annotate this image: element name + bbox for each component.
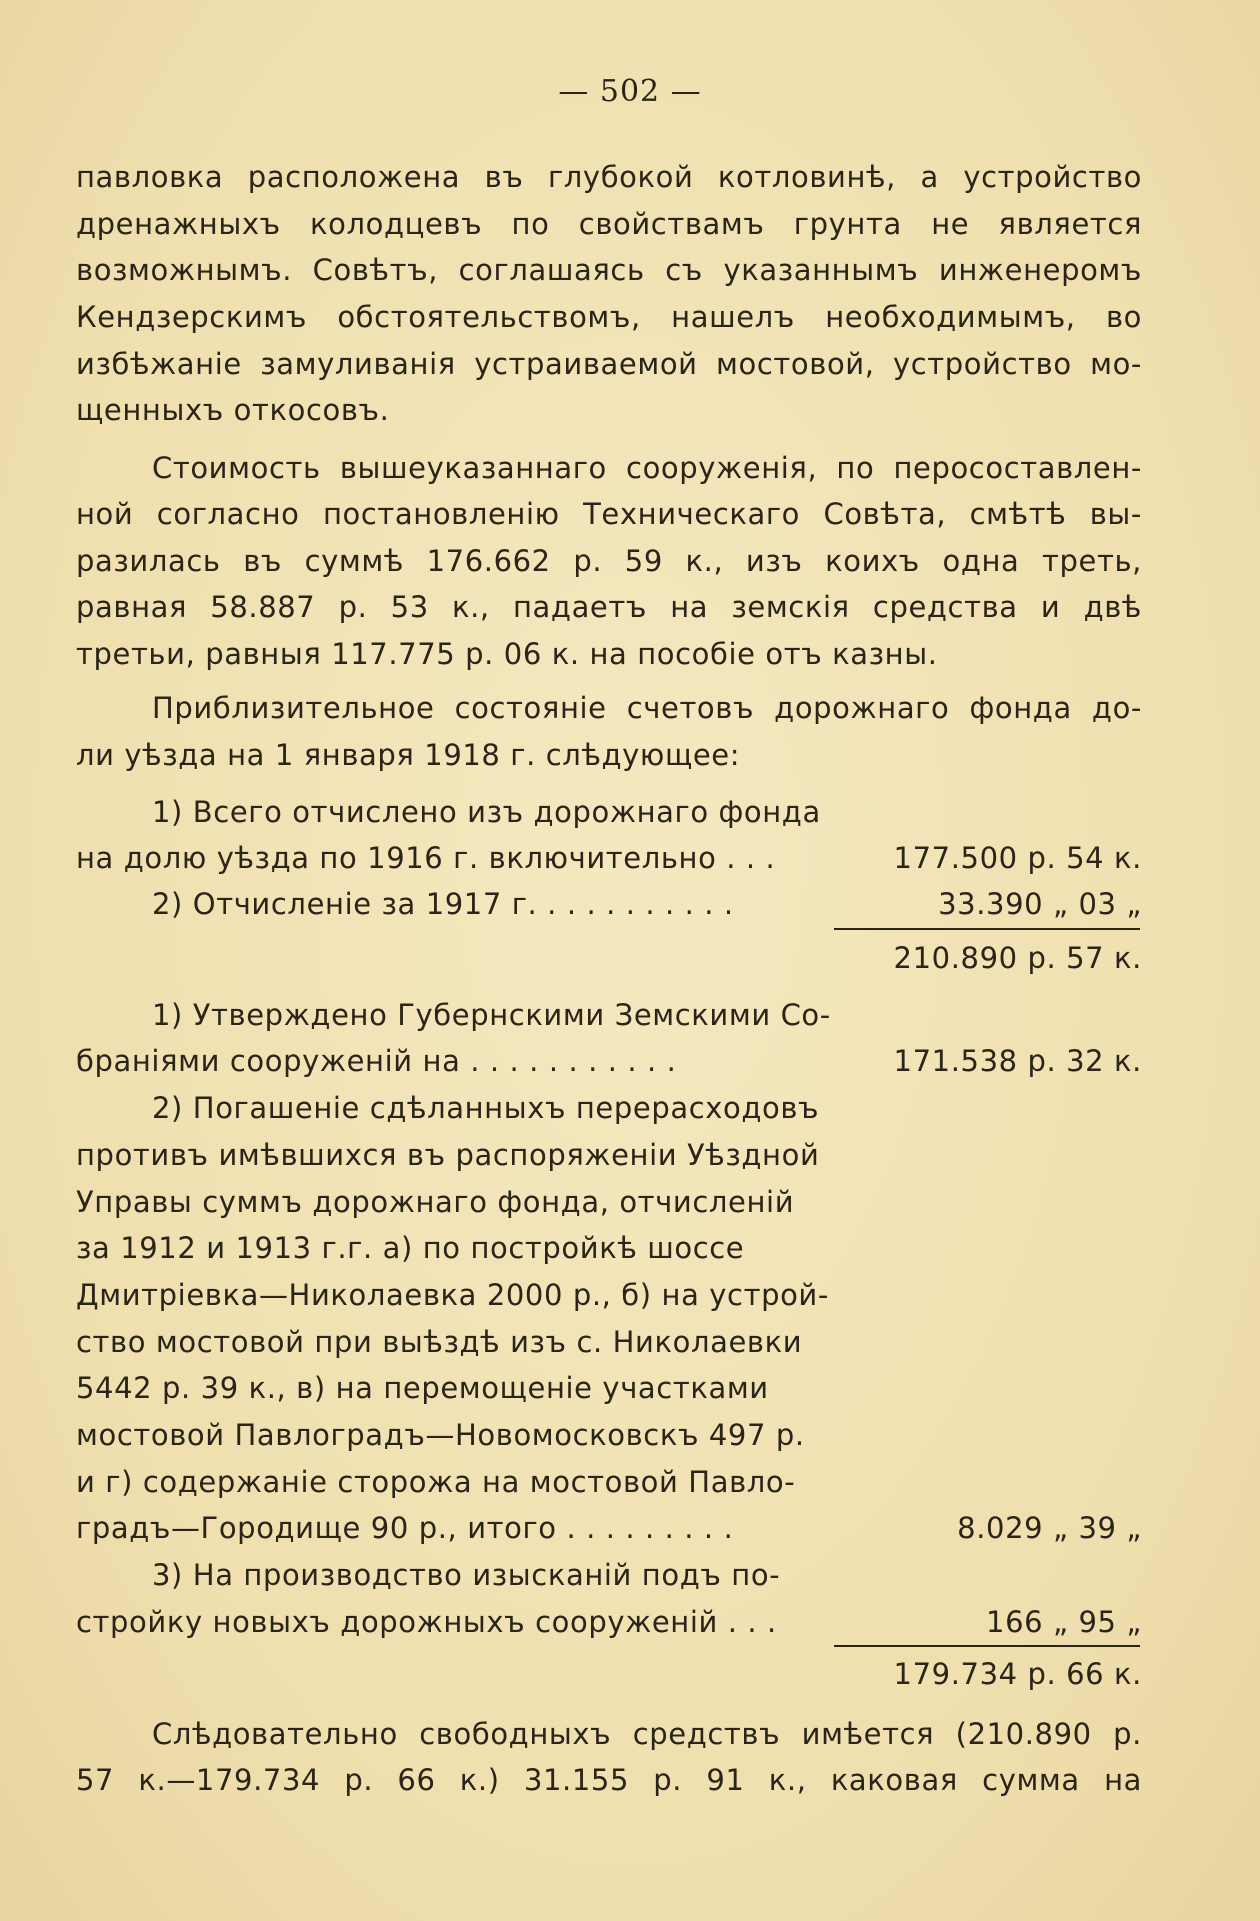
ledger-item-text: браніями сооруженій на . . . . . . . . . . .	[76, 1044, 677, 1078]
ledger-row	[76, 1506, 1142, 1550]
ledger-item-text: на долю уѣзда по 1916 г. включительно . . .	[76, 841, 776, 875]
ledger-item-text: и г) содержаніе сторожа на мостовой Павло-	[76, 1465, 796, 1499]
ledger-row	[76, 1366, 1142, 1410]
text-line: избѣжаніе замуливанія устраиваемой мостовой, устройство мо-	[76, 347, 1142, 381]
ledger-row	[76, 1553, 1142, 1597]
ledger-row	[76, 882, 1142, 926]
ledger-item-text: Управы суммъ дорожнаго фонда, отчисленій	[76, 1185, 795, 1219]
ledger-amount: 171.538 р. 32 к.	[893, 1044, 1142, 1078]
ledger-item-text: 1) Всего отчислено изъ дорожнаго фонда	[152, 795, 821, 829]
ledger-row	[76, 836, 1142, 880]
text-line: равная 58.887 р. 53 к., падаетъ на земскія средства и двѣ	[76, 590, 1142, 624]
ledger-amount: 177.500 р. 54 к.	[893, 841, 1142, 875]
text-line: 57 к.—179.734 р. 66 к.) 31.155 р. 91 к., каковая сумма на	[76, 1763, 1142, 1797]
ledger-item-text: противъ имѣвшихся въ распоряженіи Уѣздной	[76, 1138, 820, 1172]
text-line: Кендзерскимъ обстоятельствомъ, нашелъ необходимымъ, во	[76, 300, 1142, 334]
text-line: возможнымъ. Совѣтъ, соглашаясь съ указаннымъ инженеромъ	[76, 253, 1142, 287]
ledger-item-text: 2) Отчисленіе за 1917 г. . . . . . . . . . .	[152, 887, 734, 921]
ledger-row	[76, 1133, 1142, 1177]
ledger-item-text: 1) Утверждено Губернскими Земскими Со-	[152, 998, 831, 1032]
ledger-item-text: стройку новыхъ дорожныхъ сооруженій . . .	[76, 1605, 777, 1639]
sum-rule	[834, 928, 1140, 930]
ledger-amount: 33.390 „ 03 „	[938, 887, 1142, 921]
ledger-row	[76, 1460, 1142, 1504]
ledger-item-text: ство мостовой при выѣздѣ изъ с. Николаевки	[76, 1325, 803, 1359]
page-number: — 502 —	[558, 74, 702, 109]
ledger-row	[76, 790, 1142, 834]
text-line: третьи, равныя 117.775 р. 06 к. на пособіе отъ казны.	[76, 637, 938, 671]
ledger-item-text: 2) Погашеніе сдѣланныхъ перерасходовъ	[152, 1091, 820, 1125]
ledger-row	[76, 1273, 1142, 1317]
text-line: Приблизительное состояніе счетовъ дорожнаго фонда до-	[152, 691, 1142, 725]
text-line: павловка расположена въ глубокой котловинѣ, а устройство	[76, 160, 1142, 194]
ledger-amount: 166 „ 95 „	[986, 1605, 1142, 1639]
text-line: ной согласно постановленію Техническаго Совѣта, смѣтѣ вы-	[76, 497, 1142, 531]
text-line: щенныхъ откосовъ.	[76, 393, 390, 427]
ledger-total-row	[76, 1652, 1142, 1696]
ledger-total: 210.890 р. 57 к.	[893, 941, 1142, 975]
ledger-item-text: мостовой Павлоградъ—Новомосковскъ 497 р.	[76, 1418, 805, 1452]
ledger-row	[76, 1226, 1142, 1270]
ledger-row	[76, 1320, 1142, 1364]
ledger-item-text: 3) На производство изысканій подъ по-	[152, 1558, 781, 1592]
ledger-row	[76, 993, 1142, 1037]
text-line: Слѣдовательно свободныхъ средствъ имѣется (210.890 р.	[152, 1717, 1142, 1751]
ledger-total-row	[76, 936, 1142, 980]
text-line: Стоимость вышеуказаннаго сооруженія, по перосоставлен-	[152, 451, 1142, 485]
ledger-item-text: градъ—Городище 90 р., итого . . . . . . . . .	[76, 1511, 734, 1545]
sum-rule	[834, 1645, 1140, 1647]
text-line: разилась въ суммѣ 176.662 р. 59 к., изъ коихъ одна треть,	[76, 544, 1142, 578]
ledger-row	[76, 1180, 1142, 1224]
text-line: дренажныхъ колодцевъ по свойствамъ грунта не является	[76, 207, 1142, 241]
text-line: ли уѣзда на 1 января 1918 г. слѣдующее:	[76, 738, 741, 772]
ledger-total: 179.734 р. 66 к.	[893, 1657, 1142, 1691]
ledger-row	[76, 1086, 1142, 1130]
ledger-item-text: 5442 р. 39 к., в) на перемощеніе участками	[76, 1371, 769, 1405]
ledger-item-text: за 1912 и 1913 г.г. а) по постройкѣ шоссе	[76, 1231, 745, 1265]
ledger-amount: 8.029 „ 39 „	[957, 1511, 1142, 1545]
ledger-row	[76, 1600, 1142, 1644]
ledger-row	[76, 1413, 1142, 1457]
ledger-item-text: Дмитріевка—Николаевка 2000 р., б) на устрой-	[76, 1278, 829, 1312]
ledger-row	[76, 1039, 1142, 1083]
